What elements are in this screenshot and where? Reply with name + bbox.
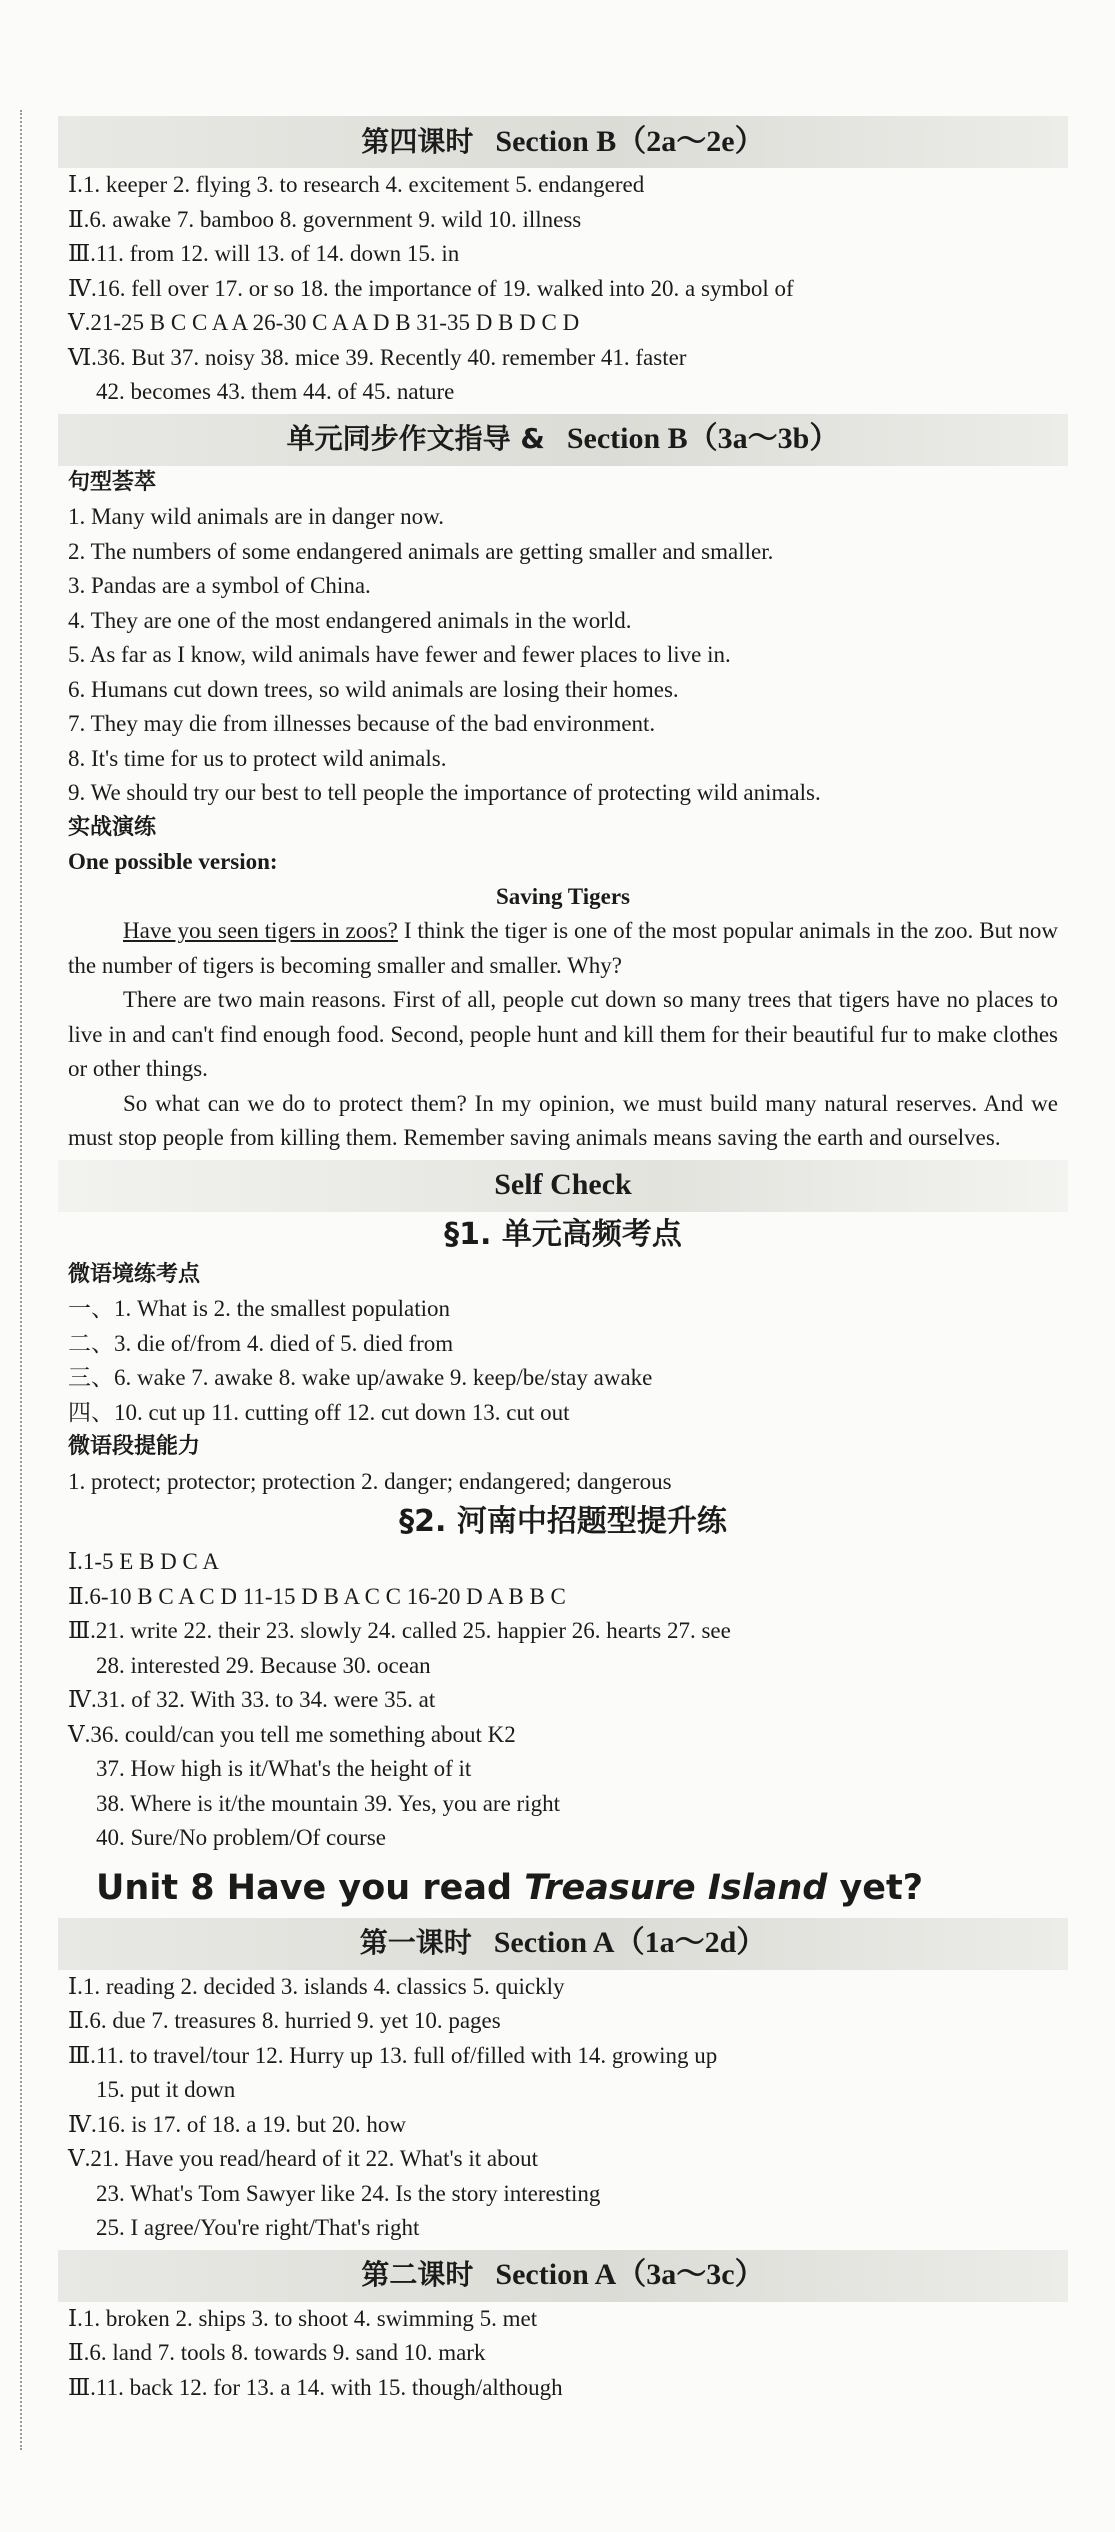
writing-guide-header (58, 414, 1068, 466)
answer-line: 1. protect; protector; protection 2. danger; endangered; dangerous (68, 1468, 672, 1494)
answer-line: Ⅴ.21. Have you read/heard of it 22. What's it about (68, 2146, 538, 2171)
essay-title: Saving Tigers (496, 883, 630, 909)
unit8-lesson1-title-cn: 第一课时 (359, 1926, 472, 1960)
answer-line: Ⅱ.6. awake 7. bamboo 8. government 9. wild 10. illness (68, 206, 582, 232)
lesson4-title-cn: 第四课时 (361, 124, 474, 158)
essay-paragraph-1 (68, 914, 1058, 983)
unit8-title-prefix: Unit 8 Have you read (96, 1867, 525, 1908)
answer-line: 15. put it down (96, 2077, 236, 2102)
lesson4-title-en: Section B（2a～2e） (495, 124, 765, 158)
lesson4-header (58, 116, 1068, 168)
unit8-lesson2-header (58, 2250, 1068, 2302)
answer-line: 一、1. What is 2. the smallest population (68, 1296, 451, 1321)
sentence-item: 3. Pandas are a symbol of China. (68, 573, 371, 598)
answer-line: 二、3. die of/from 4. died of 5. died from (68, 1330, 454, 1356)
answer-line: Ⅳ.16. is 17. of 18. a 19. but 20. how (68, 2111, 406, 2137)
high-frequency-subheader: §1. 单元高频考点 (444, 1216, 682, 1252)
sentence-item: 4. They are one of the most endangered animals in the world. (68, 607, 632, 633)
sentence-item: 8. It's time for us to protect wild animals. (68, 745, 447, 771)
answer-line: Ⅲ.21. write 22. their 23. slowly 24. called 25. happier 26. hearts 27. see (68, 1618, 731, 1643)
answer-line: Ⅰ.1. keeper 2. flying 3. to research 4. excitement 5. endangered (68, 172, 645, 197)
micro-context-label: 微语境练考点 (68, 1261, 201, 1287)
unit8-lesson1-header (58, 1918, 1068, 1970)
answer-line: Ⅱ.6. due 7. treasures 8. hurried 9. yet 10. pages (68, 2008, 501, 2033)
answer-page (68, 112, 1058, 2405)
answer-line: 40. Sure/No problem/Of course (96, 1825, 386, 1850)
answer-line: Ⅴ.36. could/can you tell me something about K2 (68, 1721, 516, 1747)
answer-line: Ⅰ.1-5 E B D C A (68, 1549, 219, 1574)
micro-paragraph-label: 微语段提能力 (68, 1434, 201, 1459)
henan-exam-subheader: §2. 河南中招题型提升练 (399, 1504, 727, 1539)
practice-label: 实战演练 (68, 814, 157, 840)
sentence-item: 5. As far as I know, wild animals have fewer and fewer places to live in. (68, 642, 731, 667)
essay-underlined-sentence: Have you seen tigers in zoos? (123, 918, 398, 943)
sentence-item: 6. Humans cut down trees, so wild animals are losing their homes. (68, 676, 679, 702)
answer-line: Ⅰ.1. reading 2. decided 3. islands 4. classics 5. quickly (68, 1973, 565, 1999)
sentence-patterns-label: 句型荟萃 (68, 469, 157, 495)
answer-line: Ⅵ.36. But 37. noisy 38. mice 39. Recently 40. remember 41. faster (68, 344, 687, 370)
self-check-title: Self Check (494, 1168, 632, 1202)
sentence-item: 2. The numbers of some endangered animals are getting smaller and smaller. (68, 538, 774, 564)
answer-line: Ⅱ.6-10 B C A C D 11-15 D B A C C 16-20 D A B B C (68, 1583, 566, 1609)
sentence-item: 7. They may die from illnesses because of the bad environment. (68, 711, 656, 736)
writing-guide-title-cn: 单元同步作文指导 & (286, 422, 545, 456)
essay-paragraph-3: So what can we do to protect them? In my opinion, we must build many natural reserves. And we must stop people from killing them. Remember saving animals means saving the earth and ourselves. (68, 1090, 1058, 1150)
answer-line: 四、10. cut up 11. cutting off 12. cut down 13. cut out (68, 1399, 570, 1425)
answer-line: Ⅲ.11. to travel/tour 12. Hurry up 13. full of/filled with 14. growing up (68, 2042, 718, 2068)
margin-dotted-line (20, 110, 22, 2450)
unit8-title (96, 1864, 1058, 1912)
essay-paragraph-2: There are two main reasons. First of all, people cut down so many trees that tigers have no places to live in and can't find enough food. Second, people hunt and kill them for their beautiful fur to make clothes or other things. (68, 987, 1058, 1081)
answer-line: Ⅳ.31. of 32. With 33. to 34. were 35. at (68, 1687, 436, 1712)
answer-line: 23. What's Tom Sawyer like 24. Is the story interesting (96, 2180, 601, 2206)
sentence-item: 1. Many wild animals are in danger now. (68, 504, 444, 529)
answer-line: Ⅰ.1. broken 2. ships 3. to shoot 4. swimming 5. met (68, 2305, 538, 2331)
unit8-book-title: Treasure Island (524, 1867, 828, 1908)
unit8-lesson2-title-cn: 第二课时 (361, 2258, 474, 2292)
answer-line: Ⅳ.16. fell over 17. or so 18. the importance of 19. walked into 20. a symbol of (68, 275, 794, 301)
answer-line: 25. I agree/You're right/That's right (96, 2215, 420, 2240)
unit8-lesson2-title-en: Section A（3a～3c） (495, 2258, 765, 2292)
answer-line: Ⅲ.11. from 12. will 13. of 14. down 15. in (68, 241, 460, 266)
answer-line: 38. Where is it/the mountain 39. Yes, you are right (96, 1790, 560, 1816)
version-label: One possible version: (68, 849, 278, 874)
sentence-item: 9. We should try our best to tell people the importance of protecting wild animals. (68, 780, 821, 805)
essay-paragraph-1-text: I think the tiger is one of the most popular animals in the zoo. But now the number of tigers is becoming smaller and smaller. Why? (68, 918, 1058, 978)
answer-line: 三、6. wake 7. awake 8. wake up/awake 9. keep/be/stay awake (68, 1365, 653, 1390)
answer-line: 37. How high is it/What's the height of it (96, 1756, 472, 1781)
answer-line: 28. interested 29. Because 30. ocean (96, 1652, 431, 1678)
answer-line: Ⅲ.11. back 12. for 13. a 14. with 15. though/although (68, 2374, 563, 2400)
unit8-lesson1-title-en: Section A（1a～2d） (493, 1926, 767, 1960)
unit8-title-suffix: yet? (827, 1867, 924, 1908)
writing-guide-title-en: Section B（3a～3b） (566, 422, 840, 456)
answer-line: Ⅴ.21-25 B C C A A 26-30 C A A D B 31-35 D B D C D (68, 310, 580, 335)
answer-line: Ⅱ.6. land 7. tools 8. towards 9. sand 10. mark (68, 2340, 486, 2365)
self-check-header (58, 1160, 1068, 1212)
answer-line: 42. becomes 43. them 44. of 45. nature (96, 379, 455, 404)
